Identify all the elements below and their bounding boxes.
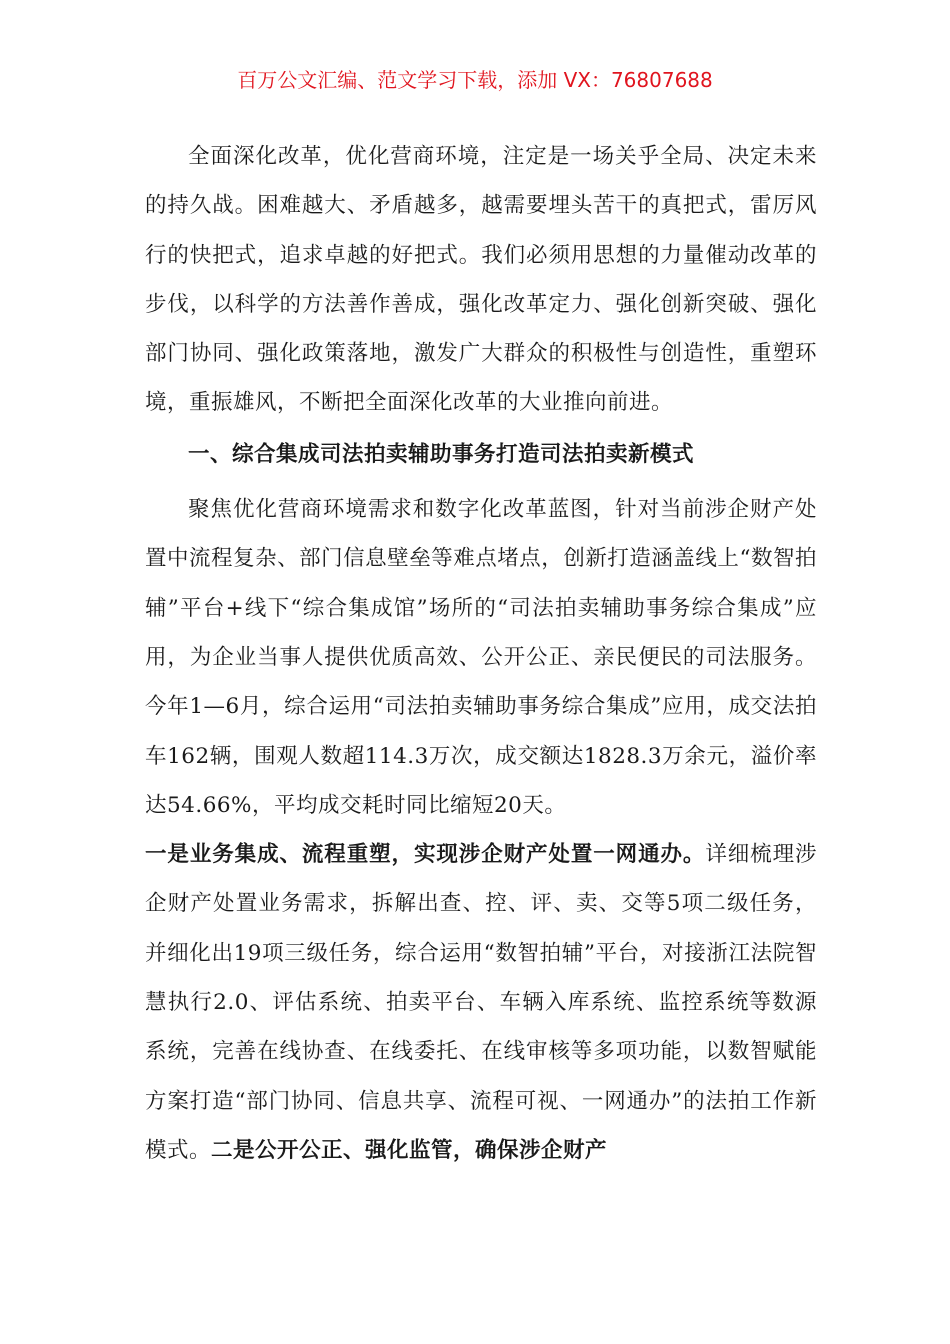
point-paragraph (145, 830, 817, 1175)
point-one-title: 一是业务集成、流程重塑，实现涉企财产处置一网通办。 (145, 842, 706, 868)
document-body (145, 132, 817, 1175)
point-two-title: 二是公开公正、强化监管，确保涉企财产 (211, 1137, 608, 1163)
section-heading: 一、综合集成司法拍卖辅助事务打造司法拍卖新模式 (188, 441, 695, 467)
watermark-header: 百万公文汇编、范文学习下载，添加 VX：76807688 (237, 68, 713, 92)
section-body-paragraph: 聚焦优化营商环境需求和数字化改革蓝图，针对当前涉企财产处置中流程复杂、部门信息壁垒等难点堵点，创新打造涵盖线上“数智拍辅”平台+线下“综合集成馆”场所的“司法拍卖辅助事务综合集成”应用，为企业当事人提供优质高效、公开公正、亲民便民的司法服务。今年1—6月，综合运用“司法拍卖辅助事务综合集成”应用，成交法拍车162辆，围观人数超114.3万次，成交额达1828.3万余元，溢价率达54.66%，平均成交耗时同比缩短20天。 (145, 497, 817, 818)
intro-paragraph: 全面深化改革，优化营商环境，注定是一场关乎全局、决定未来的持久战。困难越大、矛盾越多，越需要埋头苦干的真把式，雷厉风行的快把式，追求卓越的好把式。我们必须用思想的力量催动改革的步伐，以科学的方法善作善成，强化改革定力、强化创新突破、强化部门协同、强化政策落地，激发广大群众的积极性与创造性，重塑环境，重振雄风，不断把全面深化改革的大业推向前进。 (145, 144, 817, 416)
point-one-body: 详细梳理涉企财产处置业务需求，拆解出查、控、评、卖、交等5项二级任务，并细化出19项三级任务，综合运用“数智拍辅”平台，对接浙江法院智慧执行2.0、评估系统、拍卖平台、车辆入库系统、监控系统等数源系统，完善在线协查、在线委托、在线审核等多项功能，以数智赋能方案打造“部门协同、信息共享、流程可视、一网通办”的法拍工作新模式。 (145, 842, 817, 1163)
